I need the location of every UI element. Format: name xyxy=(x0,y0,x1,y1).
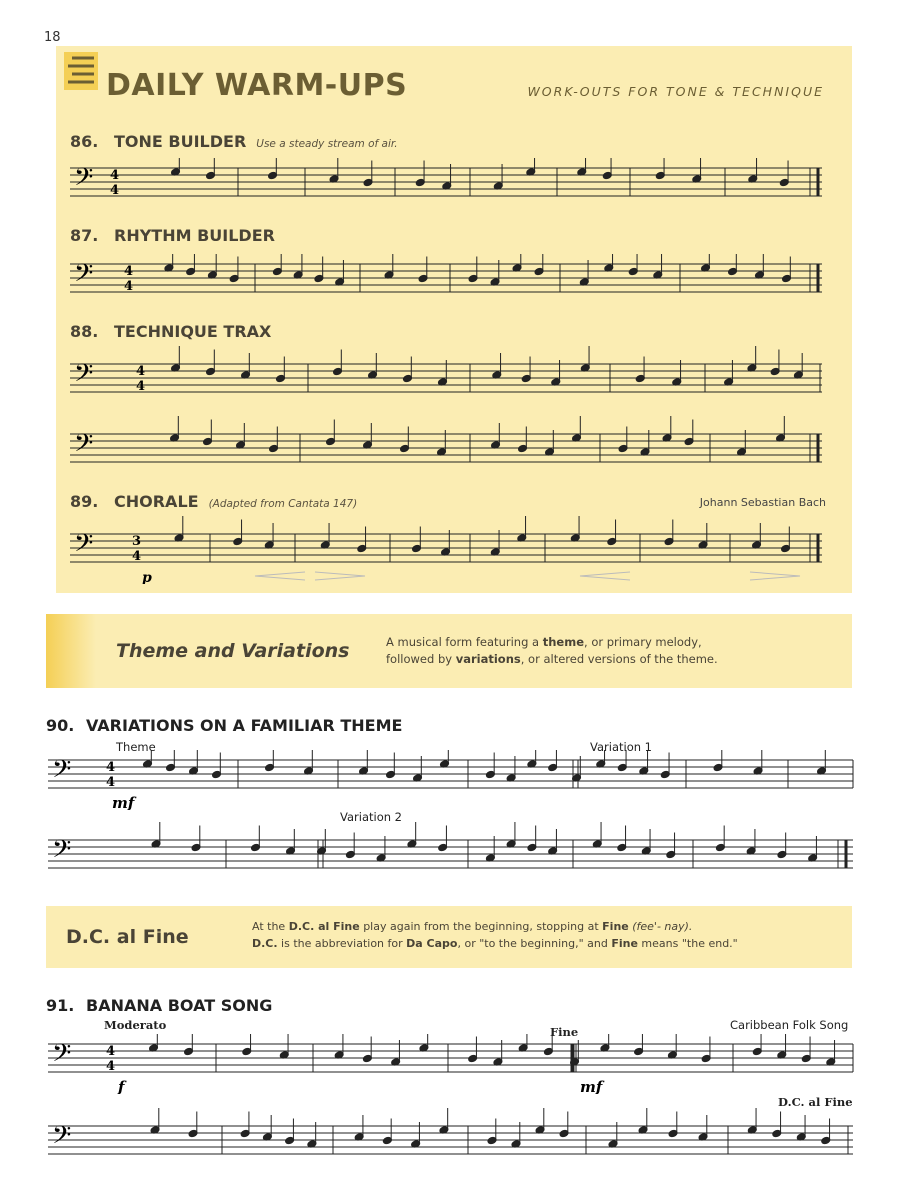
fine-marking: Fine xyxy=(550,1025,579,1039)
exercise-note: (Adapted from Cantata 147) xyxy=(208,498,358,510)
text-part: , or altered versions of the theme. xyxy=(520,652,718,666)
bass-clef-icon: 𝄢 xyxy=(74,529,94,564)
text-part: is the abbreviation for xyxy=(277,937,407,950)
exercise-90-heading xyxy=(46,716,402,735)
time-sig-top: 4 xyxy=(106,1044,116,1059)
tempo-moderato: Moderato xyxy=(104,1018,167,1032)
exercise-title: BANANA BOAT SONG xyxy=(86,996,273,1015)
time-sig-bottom: 4 xyxy=(124,279,134,294)
staff-89 xyxy=(70,514,830,584)
warmups-subtitle: WORK-OUTS FOR TONE & TECHNIQUE xyxy=(527,84,824,99)
dc-al-fine-box xyxy=(46,906,852,968)
dynamic-mf: mf xyxy=(580,1078,603,1094)
staff-90b xyxy=(48,820,858,880)
hairpins xyxy=(255,572,800,580)
page-number: 18 xyxy=(44,30,61,45)
label-variation-1: Variation 1 xyxy=(590,740,652,754)
text-bold: variations xyxy=(455,652,521,666)
note-group xyxy=(151,822,818,862)
dynamic-f: f xyxy=(118,1078,125,1094)
exercise-number: 91. xyxy=(46,996,75,1015)
dc-box-text xyxy=(252,918,738,952)
exercise-91-heading xyxy=(46,996,272,1015)
composer-caribbean: Caribbean Folk Song xyxy=(730,1018,849,1032)
exercise-note: Use a steady stream of air. xyxy=(256,138,398,150)
note-group xyxy=(150,1108,831,1148)
note-group xyxy=(171,158,790,190)
time-sig-bottom: 4 xyxy=(106,775,116,790)
staff-87 xyxy=(70,254,830,304)
warmup-stripes-icon xyxy=(64,52,98,90)
note-group xyxy=(170,416,786,456)
warmups-title: DAILY WARM-UPS xyxy=(106,68,408,103)
label-variation-2: Variation 2 xyxy=(340,810,402,824)
text-part: , or primary melody, xyxy=(584,635,702,649)
dc-al-fine-marking: D.C. al Fine xyxy=(778,1095,853,1109)
composer-bach: Johann Sebastian Bach xyxy=(699,496,826,509)
note-group xyxy=(171,346,804,386)
text-bold: D.C. al Fine xyxy=(288,920,360,933)
time-sig-bottom: 4 xyxy=(110,183,120,198)
label-theme: Theme xyxy=(116,740,156,754)
exercise-title: CHORALE xyxy=(114,492,199,511)
staff-91b xyxy=(48,1106,858,1166)
accent-gradient xyxy=(46,614,96,688)
text-part: At the xyxy=(252,920,289,933)
bass-clef-icon: 𝄢 xyxy=(52,755,72,790)
exercise-number: 88. xyxy=(70,322,99,341)
time-sig-top: 4 xyxy=(106,760,116,775)
text-bold: Fine xyxy=(611,937,638,950)
staff-91a xyxy=(48,1034,858,1094)
time-sig-top: 4 xyxy=(124,264,134,279)
staff-90a xyxy=(48,750,858,810)
daily-warmups-panel xyxy=(56,46,852,593)
bass-clef-icon: 𝄢 xyxy=(52,1121,72,1156)
exercise-title: VARIATIONS ON A FAMILIAR THEME xyxy=(86,716,403,735)
text-part: followed by xyxy=(386,652,456,666)
bass-clef-icon: 𝄢 xyxy=(74,429,94,464)
exercise-86-heading xyxy=(70,132,398,151)
exercise-title: TONE BUILDER xyxy=(114,132,247,151)
staff-88a xyxy=(70,344,830,404)
bass-clef-icon: 𝄢 xyxy=(52,835,72,870)
bass-clef-icon: 𝄢 xyxy=(52,1039,72,1074)
exercise-number: 86. xyxy=(70,132,99,151)
exercise-87-heading xyxy=(70,226,275,245)
exercise-number: 90. xyxy=(46,716,75,735)
text-italic: (fee'- nay). xyxy=(628,920,693,933)
bass-clef-icon: 𝄢 xyxy=(74,359,94,394)
dc-box-title: D.C. al Fine xyxy=(66,926,189,948)
time-sig-bottom: 4 xyxy=(132,549,142,564)
theme-box-title: Theme and Variations xyxy=(116,640,350,662)
text-part: A musical form featuring a xyxy=(386,635,543,649)
exercise-89-heading xyxy=(70,492,357,511)
text-bold: theme xyxy=(542,635,585,649)
text-bold: Da Capo xyxy=(406,937,458,950)
exercise-title: RHYTHM BUILDER xyxy=(114,226,275,245)
time-sig-bottom: 4 xyxy=(136,379,146,394)
note-group xyxy=(164,254,792,286)
theme-box-text xyxy=(386,634,718,668)
exercise-title: TECHNIQUE TRAX xyxy=(114,322,272,341)
time-sig-top: 4 xyxy=(136,364,146,379)
time-sig-top: 3 xyxy=(132,534,142,549)
staff-88b xyxy=(70,414,830,474)
dynamic-p: p xyxy=(142,570,152,584)
bass-clef-icon: 𝄢 xyxy=(74,259,94,294)
exercise-88-heading xyxy=(70,322,271,341)
text-part: means "the end." xyxy=(637,937,738,950)
text-bold: D.C. xyxy=(252,937,278,950)
bass-clef-icon: 𝄢 xyxy=(74,163,94,198)
time-sig-top: 4 xyxy=(110,168,120,183)
note-group xyxy=(143,750,827,782)
text-part: , or "to the beginning," and xyxy=(457,937,612,950)
theme-variations-box xyxy=(46,614,852,688)
staff-86 xyxy=(70,158,830,208)
text-part: play again from the beginning, stopping at xyxy=(359,920,603,933)
note-group xyxy=(174,516,790,556)
time-sig-bottom: 4 xyxy=(106,1059,116,1074)
text-bold: Fine xyxy=(602,920,629,933)
exercise-number: 87. xyxy=(70,226,99,245)
dynamic-mf: mf xyxy=(112,794,135,810)
exercise-number: 89. xyxy=(70,492,99,511)
